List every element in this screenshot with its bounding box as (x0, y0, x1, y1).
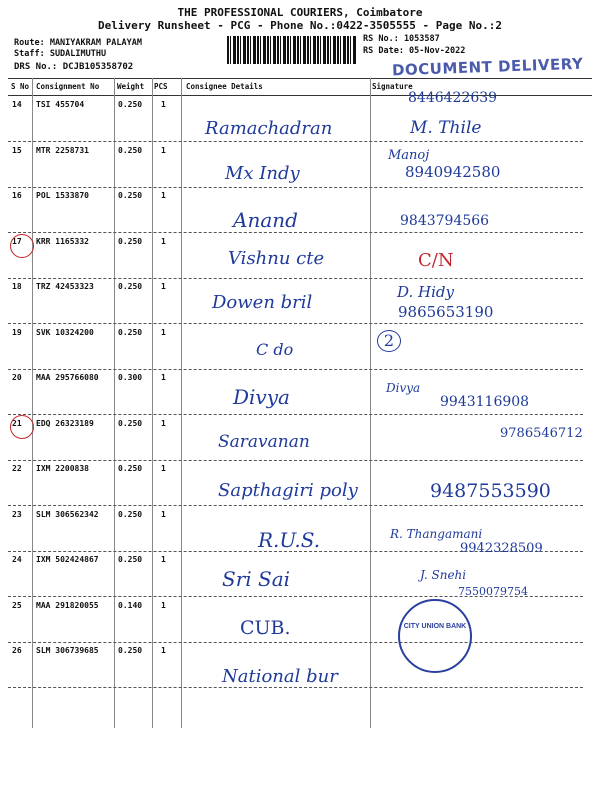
sno-cell: 25 (12, 600, 22, 610)
consignment-cell: MTR 2258731 (36, 145, 89, 155)
company-title: THE PROFESSIONAL COURIERS, Coimbatore (177, 6, 423, 19)
consignment-cell: TSI 455704 (36, 100, 85, 109)
handwritten-phone: 7550079754 (458, 585, 528, 598)
consignment-cell: KRR 1165332 (36, 236, 89, 246)
handwritten-signature: Manoj (388, 148, 430, 163)
pcs-cell: 1 (161, 191, 166, 200)
handwritten-phone: 8940942580 (405, 163, 501, 181)
pcs-cell: 1 (161, 282, 166, 291)
col-pcs: PCS (154, 82, 168, 91)
handwritten-name: R.U.S. (258, 528, 321, 552)
col-sno: S No (11, 82, 30, 91)
weight-cell: 0.250 (118, 145, 143, 155)
weight-cell: 0.250 (118, 509, 143, 519)
pcs-cell: 1 (161, 236, 166, 246)
handwritten-name: Ramachadran (205, 118, 333, 139)
col-weight: Weight (117, 82, 145, 91)
table-header (8, 78, 592, 96)
weight-cell: 0.250 (118, 327, 143, 337)
handwritten-phone: 9786546712 (500, 426, 583, 441)
handwritten-phone: 8446422639 (408, 90, 498, 106)
sno-cell: 24 (12, 555, 22, 564)
sno-cell: 20 (12, 373, 22, 382)
sno-cell: 26 (12, 646, 22, 655)
red-circle-mark (10, 234, 34, 258)
sno-cell: 22 (12, 464, 22, 473)
consignment-cell: IXM 502424867 (36, 555, 99, 564)
weight-cell: 0.250 (118, 555, 143, 564)
weight-cell: 0.250 (118, 191, 143, 200)
bank-seal-icon (398, 599, 472, 673)
rs-number: RS No.: 1053587 (363, 34, 440, 44)
pcs-cell: 1 (161, 600, 166, 610)
handwritten-phone: 9943116908 (440, 394, 530, 410)
handwritten-name: Divya (233, 385, 290, 409)
handwritten-phone: 9942328509 (460, 541, 543, 556)
weight-cell: 0.140 (118, 600, 143, 610)
table-row (8, 324, 583, 370)
handwritten-name: Dowen bril (212, 292, 313, 313)
sno-cell: 14 (12, 100, 22, 109)
handwritten-name: Anand (233, 208, 298, 232)
col-signature: Signature (372, 82, 413, 91)
runsheet-subtitle: Delivery Runsheet - PCG - Phone No.:0422-3505555 - Page No.:2 (98, 19, 502, 32)
pcs-cell: 1 (161, 555, 166, 564)
consignment-cell: MAA 295766080 (36, 373, 99, 382)
handwritten-signature: R. Thangamani (390, 527, 483, 541)
pcs-cell: 1 (161, 646, 166, 655)
staff-label: Staff: SUDALIMUTHU (14, 49, 107, 59)
sno-cell: 15 (12, 145, 22, 155)
sno-cell: 17 (12, 236, 22, 246)
handwritten-name: Vishnu cte (228, 248, 325, 269)
pcs-cell: 1 (161, 373, 166, 382)
handwritten-name: National bur (222, 666, 338, 687)
col-consignee: Consignee Details (186, 82, 263, 91)
consignment-cell: POL 1533870 (36, 191, 89, 200)
sno-cell: 19 (12, 327, 22, 337)
col-consignment: Consignment No (36, 82, 100, 91)
handwritten-signature: M. Thile (410, 118, 482, 138)
weight-cell: 0.250 (118, 282, 143, 291)
handwritten-name: Saravanan (218, 432, 310, 452)
sno-cell: 23 (12, 509, 22, 519)
pcs-cell: 1 (161, 464, 166, 473)
weight-cell: 0.250 (118, 100, 143, 109)
handwritten-name: C do (256, 340, 294, 359)
pcs-cell: 1 (161, 145, 166, 155)
sno-cell: 18 (12, 282, 22, 291)
consignment-cell: SVK 10324200 (36, 327, 94, 337)
weight-cell: 0.300 (118, 373, 143, 382)
table-row (8, 597, 583, 643)
pcs-cell: 1 (161, 327, 166, 337)
sno-cell: 16 (12, 191, 22, 200)
handwritten-signature: D. Hidy (397, 283, 454, 301)
bank-seal-text: CITY UNION BANK (403, 623, 467, 630)
consignment-cell: SLM 306562342 (36, 509, 99, 519)
consignment-cell: MAA 291820055 (36, 600, 99, 610)
handwritten-signature: J. Snehi (420, 568, 467, 582)
handwritten-phone: 9865653190 (398, 303, 494, 321)
route-label: Route: MANIYAKRAM PALAYAM (14, 38, 142, 48)
handwritten-signature: Divya (386, 381, 421, 395)
weight-cell: 0.250 (118, 646, 143, 655)
handwritten-name: Mx Indy (225, 163, 300, 184)
red-circle-mark (10, 415, 34, 439)
drs-number: DRS No.: DCJB105358702 (14, 62, 134, 72)
weight-cell: 0.250 (118, 464, 143, 473)
pcs-cell: 1 (161, 100, 166, 109)
barcode (227, 36, 357, 64)
pcs-cell: 1 (161, 509, 166, 519)
handwritten-name: Sri Sai (222, 567, 291, 591)
handwritten-name: CUB. (240, 617, 291, 639)
consignment-cell: EDQ 26323189 (36, 418, 94, 428)
document-delivery-stamp: DOCUMENT DELIVERY (391, 54, 584, 80)
consignment-cell: TRZ 42453323 (36, 282, 94, 291)
consignment-cell: IXM 2200838 (36, 464, 89, 473)
weight-cell: 0.250 (118, 236, 143, 246)
handwritten-mark: 2 (377, 330, 401, 352)
rs-date: RS Date: 05-Nov-2022 (363, 46, 466, 56)
pcs-cell: 1 (161, 418, 166, 428)
consignment-cell: SLM 306739685 (36, 646, 99, 655)
weight-cell: 0.250 (118, 418, 143, 428)
handwritten-note: C/N (418, 250, 454, 271)
sno-cell: 21 (12, 418, 22, 428)
handwritten-phone: 9487553590 (430, 480, 551, 502)
handwritten-phone: 9843794566 (400, 213, 490, 229)
handwritten-name: Sapthagiri poly (218, 480, 358, 501)
